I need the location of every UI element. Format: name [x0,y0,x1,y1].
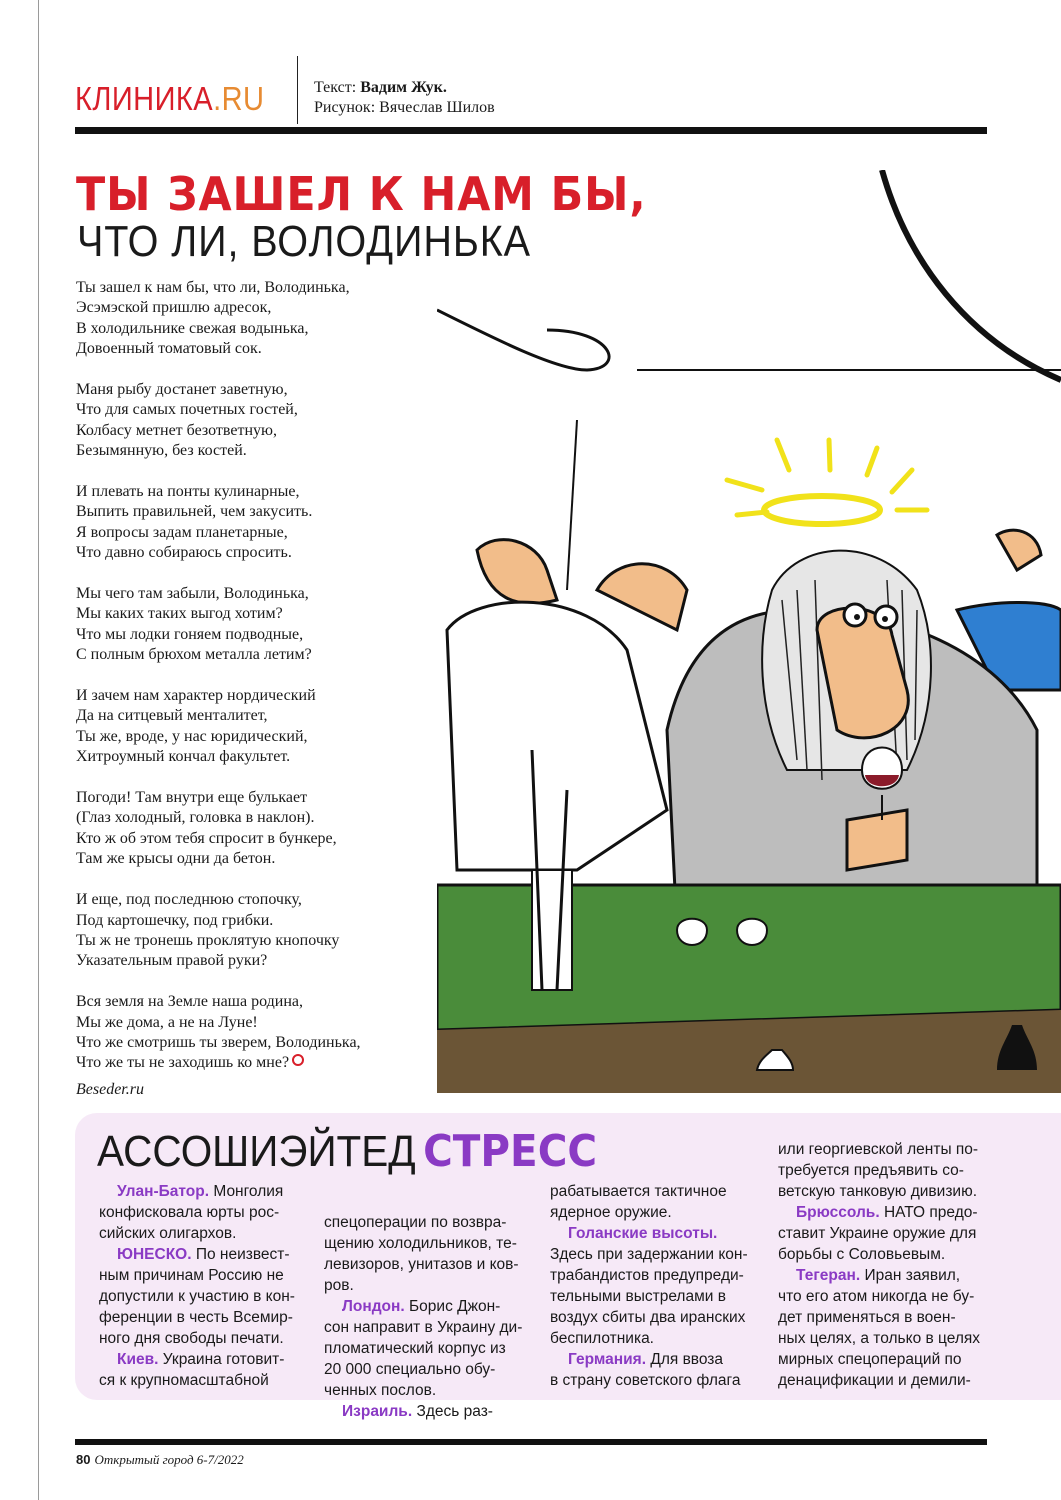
news-line [778,1202,984,1223]
news-text: Иран заявил, [860,1267,961,1284]
stress-column-3 [550,1181,756,1391]
news-line [324,1296,530,1317]
news-text: ся к крупномасштабной [99,1372,269,1389]
news-line [778,1370,984,1391]
news-city: Киев. [117,1351,159,1368]
headline-line-2: ЧТО ЛИ, ВОЛОДИНЬКА [77,217,531,266]
art-author: Вячеслав Шилов [379,99,495,116]
poem-line: И еще, под последнюю стопочку, [76,891,302,909]
news-line [550,1307,756,1328]
poem-stanza [76,992,436,1074]
stress-title: АССОШИЭЙТЕД СТРЕСС [97,1126,598,1177]
stress-column-1 [99,1181,305,1391]
news-text: ставит Украине оружие для [778,1225,977,1242]
news-city: Улан-Батор. [117,1183,210,1200]
news-line [99,1202,305,1223]
poem-stanza [76,890,436,972]
news-line [99,1370,305,1391]
news-line [324,1338,530,1359]
news-text: НАТО предо- [879,1204,978,1221]
news-text: ференции в честь Всемир- [99,1309,293,1326]
poem-line: Ты же, вроде, у нас юридический, [76,727,308,745]
top-rule [75,127,987,134]
poem-line: Довоенный томатовый сок. [76,340,262,358]
stress-column-2 [324,1212,530,1422]
poem-line: В холодильнике свежая водынька, [76,319,309,337]
news-text: борьбы с Соловьевым. [778,1246,946,1263]
news-text: беспилотника. [550,1330,654,1347]
poem-stanza [76,584,436,666]
news-line [324,1317,530,1338]
stress-column-4 [778,1139,984,1391]
poem-line: И плевать на понты кулинарные, [76,483,300,501]
news-text: ченных послов. [324,1382,437,1399]
page-gutter-line [38,0,39,1500]
news-city: Брюссоль. [796,1204,880,1221]
poem-line: Маня рыбу достанет заветную, [76,381,288,399]
poem-line: Я вопросы задам планетарные, [76,523,288,541]
news-text: Для ввоза [646,1351,724,1368]
news-text: По неизвест- [191,1246,290,1263]
poem-line: Ты ж не тронешь проклятую кнопочку [76,931,340,949]
header-divider [297,56,298,124]
art-credit: Рисунок: Вячеслав Шилов [314,99,495,116]
news-line [550,1286,756,1307]
news-text: сон направит в Украину ди- [324,1319,523,1336]
news-line [778,1307,984,1328]
news-text: Здесь при задержании кон- [550,1246,748,1263]
poem-line: Под картошечку, под грибки. [76,911,274,929]
news-city: ЮНЕСКО. [117,1246,192,1263]
poem-line: Выпить правильней, чем закусить. [76,503,313,521]
bottom-rule [75,1439,987,1445]
end-mark-icon [292,1054,304,1066]
news-line [550,1181,756,1202]
news-text: мирных спецопераций по [778,1351,962,1368]
credits [314,78,495,118]
news-line [550,1370,756,1391]
news-text: или георгиевской ленты по- [778,1141,979,1158]
news-line [550,1349,756,1370]
news-line [550,1223,756,1244]
news-line [324,1380,530,1401]
cartoon-illustration [437,170,1061,1093]
news-text: воздух сбиты два иранских [550,1309,746,1326]
news-line [550,1244,756,1265]
news-line [324,1254,530,1275]
news-line [99,1223,305,1244]
poem-line: Там же крысы одни да бетон. [76,850,276,868]
news-text: 20 000 специально обу- [324,1361,496,1378]
news-text: ветскую танковую дивизию. [778,1183,978,1200]
news-line [324,1212,530,1233]
poem-line: Мы чего там забыли, Володинька, [76,585,309,603]
poem-line: Ты зашел к нам бы, что ли, Володинька, [76,279,350,296]
news-line [550,1328,756,1349]
news-line [99,1286,305,1307]
poem-line: Хитроумный кончал факультет. [76,748,291,766]
news-text: пломатический корпус из [324,1340,506,1357]
news-text: Здесь раз- [412,1403,493,1420]
news-city: Тегеран. [796,1267,861,1284]
poem-line: Безымянную, без костей. [76,442,247,460]
poem-line: Что для самых почетных гостей, [76,401,298,419]
page-number: 80 [76,1452,91,1467]
news-line [99,1244,305,1265]
news-line [324,1233,530,1254]
news-text: левизоров, унитазов и ков- [324,1256,519,1273]
news-line [99,1328,305,1349]
poem-line: Мы же дома, а не на Луне! [76,1013,258,1031]
news-line [99,1307,305,1328]
poem-stanza [76,380,436,462]
news-line [778,1265,984,1286]
news-line [99,1265,305,1286]
poem-line: Что же ты не заходишь ко мне? [76,1053,436,1073]
news-line [550,1265,756,1286]
news-city: Германия. [568,1351,647,1368]
poem-stanza [76,788,436,870]
news-text: тельными выстрелами в [550,1288,726,1305]
news-text: ных целях, а только в целях [778,1330,981,1347]
news-text: требуется предъявить со- [778,1162,964,1179]
news-text: ров. [324,1277,354,1294]
news-city: Израиль. [342,1403,413,1420]
poem-line: Вся земля на Земле наша родина, [76,993,304,1011]
text-author: Вадим Жук. [360,79,447,96]
news-text: ным причинам Россию не [99,1267,284,1284]
poem-source: Beseder.ru [76,1081,144,1098]
poem-line: Эсэмэской пришлю адресок, [76,299,272,317]
poem-line: И зачем нам характер нордический [76,687,316,705]
news-line [778,1139,984,1160]
news-line [778,1328,984,1349]
headline-line-1: ТЫ ЗАШЕЛ К НАМ БЫ, [76,167,647,221]
news-text: денацификации и демили- [778,1372,971,1389]
news-line [778,1349,984,1370]
news-text: сийских олигархов. [99,1225,237,1242]
news-line [778,1223,984,1244]
news-line [550,1202,756,1223]
news-line [99,1349,305,1370]
poem-line: (Глаз холодный, головка в наклон). [76,809,315,827]
news-line [99,1181,305,1202]
poem-line: Что же смотришь ты зверем, Володинька, [76,1033,361,1051]
news-line [778,1181,984,1202]
issue-label: Открытый город 6-7/2022 [94,1452,244,1467]
poem-line: Указательным правой руки? [76,952,268,970]
news-city: Голанские высоты. [568,1225,718,1242]
news-line [324,1401,530,1422]
news-text: Монголия [209,1183,284,1200]
poem-line: Что мы лодки гоняем подводные, [76,625,304,643]
poem-stanza [76,278,436,360]
page-folio [76,1452,244,1468]
poem-line: Да на ситцевый менталитет, [76,707,268,725]
poem-line: Колбасу метнет безответную, [76,421,277,439]
news-text: конфисковала юрты рос- [99,1204,280,1221]
news-text: ядерное оружие. [550,1204,672,1221]
news-line [778,1244,984,1265]
news-text: ного дня свободы печати. [99,1330,284,1347]
news-text: спецоперации по возвра- [324,1214,507,1231]
news-text: допустили к участию в кон- [99,1288,295,1305]
news-city: Лондон. [342,1298,405,1315]
news-text: трабандистов предупреди- [550,1267,744,1284]
text-credit: Текст: Вадим Жук. [314,79,447,96]
news-text: Украина готовит- [158,1351,285,1368]
poem-stanza [76,686,436,768]
news-text: дет применяться в воен- [778,1309,956,1326]
news-text: что его атом никогда не бу- [778,1288,975,1305]
poem-line: Что давно собираюсь спросить. [76,544,292,562]
poem-stanza [76,482,436,564]
news-line [778,1286,984,1307]
poem-line: Погоди! Там внутри еще булькает [76,789,308,807]
news-line [324,1275,530,1296]
poem-line: Кто ж об этом тебя спросит в бункере, [76,829,337,847]
news-line [778,1160,984,1181]
poem-line: С полным брюхом металла летим? [76,646,312,664]
news-text: в страну советского флага [550,1372,741,1389]
section-logo: КЛИНИКА.RU [75,80,265,117]
news-text: щению холодильников, те- [324,1235,517,1252]
news-text: Борис Джон- [404,1298,501,1315]
news-text: рабатывается тактичное [550,1183,727,1200]
poem-body [76,278,436,1094]
poem-line: Мы каких таких выгод хотим? [76,605,283,623]
news-line [324,1359,530,1380]
